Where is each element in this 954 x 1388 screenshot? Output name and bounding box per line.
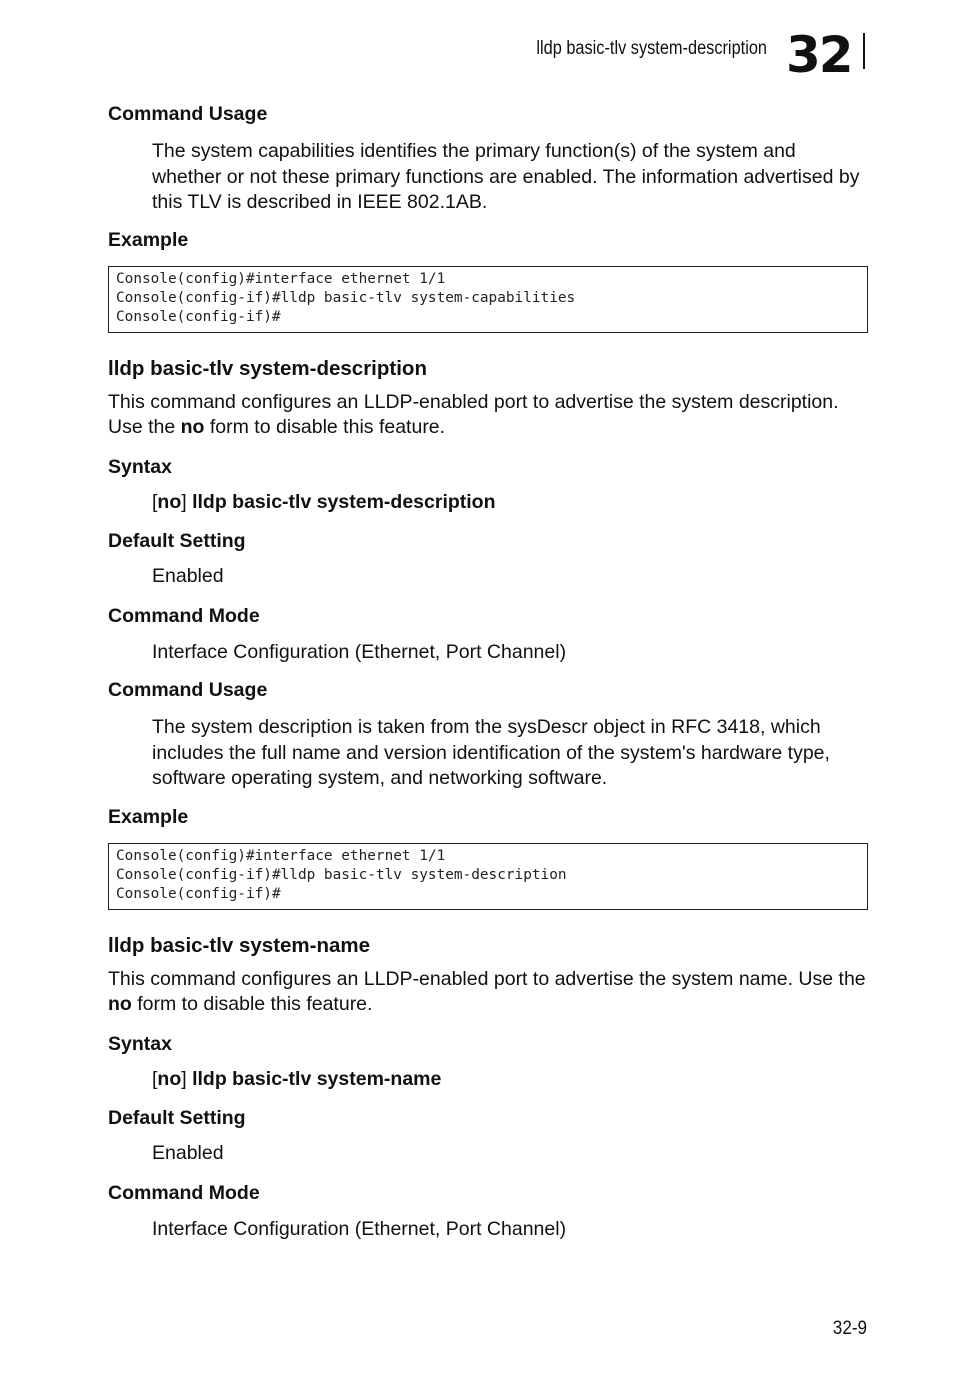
- syntax-line: [152, 1067, 868, 1093]
- command-mode-value: Interface Configuration (Ethernet, Port Channel): [152, 640, 567, 663]
- code-example: [108, 843, 868, 910]
- intro-keyword: no: [180, 416, 205, 438]
- default-setting-label: Default Setting: [108, 1107, 246, 1129]
- syntax-bracket: [: [152, 490, 158, 513]
- command-mode-label: Command Mode: [108, 604, 260, 627]
- command-heading: lldp basic-tlv system-name: [108, 933, 371, 957]
- intro-text: form to disable this feature.: [204, 416, 446, 438]
- page-number: 32-9: [832, 1318, 867, 1339]
- syntax-label: Syntax: [108, 455, 172, 478]
- syntax-line: [152, 490, 868, 516]
- code-example: [108, 266, 868, 333]
- syntax-command: lldp basic-tlv system-description: [192, 490, 496, 513]
- code-line: Console(config-if)#lldp basic-tlv system-capabilities: [116, 289, 576, 306]
- code-line: Console(config)#interface ethernet 1/1: [116, 847, 446, 864]
- default-setting-value: Enabled: [152, 1142, 224, 1164]
- intro-text: form to disable this feature.: [131, 993, 373, 1015]
- example-label: Example: [108, 228, 189, 251]
- command-mode-value: Interface Configuration (Ethernet, Port Channel): [152, 1217, 567, 1240]
- syntax-keyword: no: [157, 490, 182, 513]
- syntax-bracket: [: [152, 1067, 158, 1090]
- command-usage-text: The system description is taken from the sysDescr object in RFC 3418, which includes the full name and version identification of the system's hardware type, software operating system, and networking software.: [152, 716, 830, 789]
- command-intro: [108, 967, 868, 1018]
- default-setting-value: Enabled: [152, 565, 224, 587]
- default-setting-label: Default Setting: [108, 530, 246, 552]
- command-usage-label: Command Usage: [108, 103, 268, 125]
- intro-text: This command configures an LLDP-enabled port to advertise the system description. Use the: [108, 390, 839, 438]
- syntax-keyword: no: [157, 1067, 182, 1090]
- command-heading: lldp basic-tlv system-description: [108, 356, 427, 380]
- syntax-command: lldp basic-tlv system-name: [192, 1067, 442, 1090]
- intro-keyword: no: [108, 993, 132, 1015]
- code-line: Console(config-if)#: [116, 308, 281, 325]
- chapter-number: 32: [786, 26, 852, 84]
- code-line: Console(config-if)#: [116, 885, 281, 902]
- command-usage-label: Command Usage: [108, 679, 268, 701]
- page-content: [108, 100, 868, 1242]
- syntax-bracket: ]: [181, 490, 193, 513]
- command-intro: [108, 390, 868, 441]
- example-label: Example: [108, 805, 189, 828]
- chapter-rule: [863, 33, 865, 69]
- code-line: Console(config)#interface ethernet 1/1: [116, 270, 446, 287]
- code-line: Console(config-if)#lldp basic-tlv system-description: [116, 866, 567, 883]
- header-title: lldp basic-tlv system-description: [536, 38, 767, 59]
- intro-text: This command configures an LLDP-enabled port to advertise the system name. Use the: [108, 967, 866, 990]
- command-mode-label: Command Mode: [108, 1181, 260, 1204]
- command-usage-text: The system capabilities identifies the primary function(s) of the system and whether or not these primary functions are enabled. The information advertised by this TLV is described in IEEE 802.1AB.: [152, 140, 860, 213]
- syntax-bracket: ]: [181, 1067, 193, 1090]
- syntax-label: Syntax: [108, 1032, 172, 1055]
